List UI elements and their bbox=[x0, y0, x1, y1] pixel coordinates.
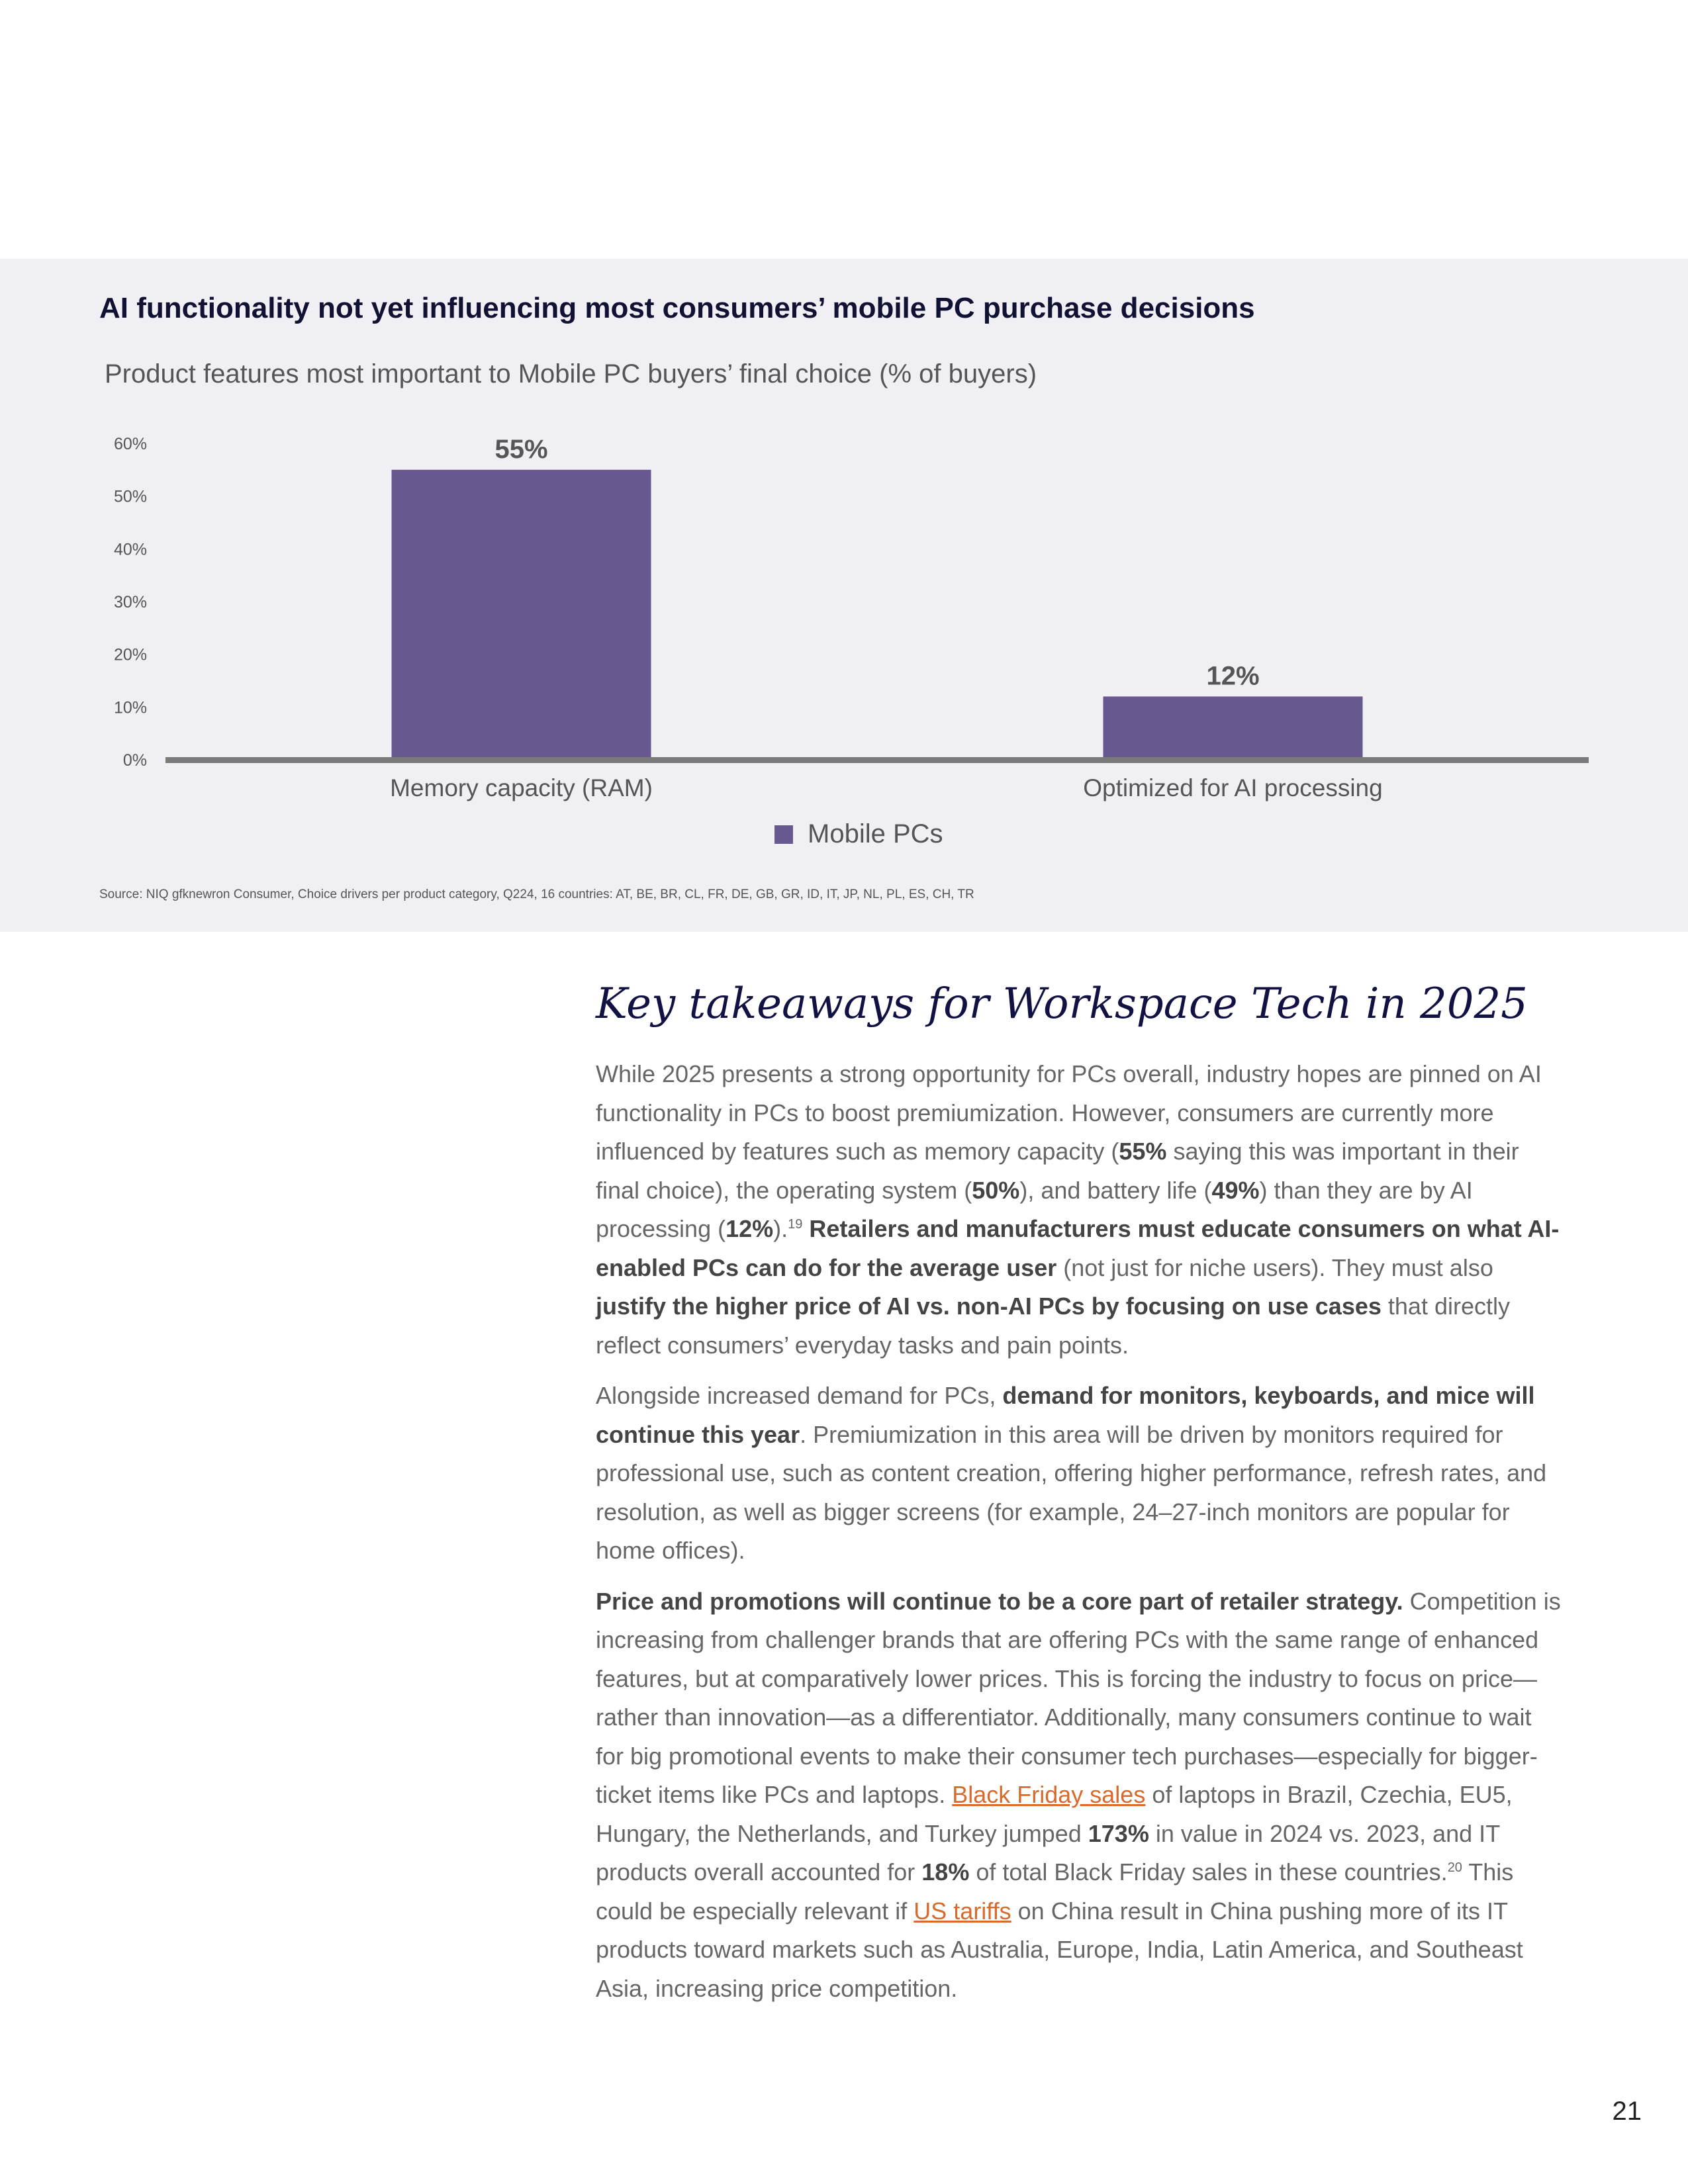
text-run: of total Black Friday sales in these countries. bbox=[969, 1858, 1448, 1886]
bar bbox=[1103, 696, 1363, 760]
takeaways-heading: Key takeaways for Workspace Tech in 2025 bbox=[596, 979, 1528, 1028]
us-tariffs-link[interactable]: US tariffs bbox=[914, 1897, 1011, 1925]
text-run: saying this was important in their final choice), the operating system ( bbox=[596, 1138, 1519, 1204]
text-run: . Premiumization in this area will be driven by monitors required for professional use, such as content creation, offering higher performance, refresh rates, and resolution, as well as bigger screens (for example, 24–27-inch monitors are popular for home offices). bbox=[596, 1420, 1547, 1564]
text-run: (not just for niche users). They must also bbox=[1056, 1253, 1493, 1281]
bar-value-label: 55% bbox=[494, 434, 548, 464]
bar-value-label: 12% bbox=[1206, 661, 1260, 691]
emphasis-educate-consumers: Retailers and manufacturers must educate consumers on what AI-enabled PCs can do for the average user bbox=[596, 1215, 1560, 1281]
text-run: in value in 2024 vs. 2023, and IT products overall accounted for bbox=[596, 1819, 1500, 1886]
text-run: Competition is increasing from challenger brands that are offering PCs with the same range of enhanced features, but at comparatively lower prices. This is forcing the industry to focus on price—rather than innovation—as a differentiator. Additionally, many consumers continue to wait for big promotional events to make their consumer tech purchases—especially for bigger-ticket items like PCs and laptops. bbox=[596, 1587, 1561, 1808]
legend-swatch-mobile-pcs bbox=[774, 825, 793, 844]
text-run: Alongside increased demand for PCs, bbox=[596, 1382, 1003, 1409]
footnote-ref-19: 19 bbox=[788, 1217, 803, 1232]
text-run: that directly reflect consumers’ everyday tasks and pain points. bbox=[596, 1293, 1510, 1359]
page-number: 21 bbox=[1612, 2097, 1642, 2126]
key-takeaways-section bbox=[596, 979, 1562, 2020]
emphasis-justify-price: justify the higher price of AI vs. non-AI PCs by focusing on use cases bbox=[596, 1293, 1382, 1320]
x-category-label: Optimized for AI processing bbox=[1083, 774, 1383, 801]
stat-ai-processing: 12% bbox=[726, 1215, 774, 1242]
x-axis-line bbox=[165, 757, 1589, 763]
takeaways-paragraph-3 bbox=[596, 1582, 1562, 2009]
y-tick-label: 10% bbox=[113, 698, 147, 717]
legend-label-mobile-pcs: Mobile PCs bbox=[808, 819, 943, 848]
footnote-ref-20: 20 bbox=[1447, 1860, 1462, 1875]
takeaways-paragraph-2 bbox=[596, 1377, 1562, 1570]
y-tick-label: 30% bbox=[113, 593, 147, 612]
text-run: ). bbox=[773, 1215, 788, 1242]
stat-memory-capacity: 55% bbox=[1119, 1138, 1167, 1165]
takeaways-paragraph-1 bbox=[596, 1055, 1562, 1365]
chart-subtitle: Product features most important to Mobile PC buyers’ final choice (% of buyers) bbox=[105, 359, 1037, 388]
text-run: ) than they are by AI processing ( bbox=[596, 1176, 1473, 1242]
black-friday-sales-link[interactable]: Black Friday sales bbox=[952, 1781, 1146, 1808]
y-tick-label: 40% bbox=[113, 540, 147, 559]
chart-source-note: Source: NIQ gfknewron Consumer, Choice drivers per product category, Q224, 16 countries: AT, BE, BR, CL, FR, DE, GB, GR, ID, IT, JP, NL, PL, ES, CH, TR bbox=[99, 887, 974, 901]
text-run: of laptops in Brazil, Czechia, EU5, Hungary, the Netherlands, and Turkey jumped bbox=[596, 1781, 1513, 1847]
y-tick-label: 50% bbox=[113, 487, 147, 506]
text-run: on China result in China pushing more of its IT products toward markets such as Australia, Europe, India, Latin America, and Southeast Asia, increasing price competition. bbox=[596, 1897, 1523, 2002]
stat-battery-life: 49% bbox=[1211, 1176, 1260, 1204]
chart-heading: AI functionality not yet influencing most consumers’ mobile PC purchase decisions bbox=[99, 292, 1255, 324]
chart-panel bbox=[0, 259, 1688, 932]
text-run: ), and battery life ( bbox=[1019, 1176, 1212, 1204]
bar bbox=[392, 470, 651, 760]
text-run: While 2025 presents a strong opportunity for PCs overall, industry hopes are pinned on AI functionality in PCs to boost premiumization. However, consumers are currently more influenced by features such as memory capacity ( bbox=[596, 1060, 1542, 1165]
stat-it-share: 18% bbox=[921, 1858, 970, 1886]
chart-legend bbox=[774, 819, 943, 849]
stat-black-friday-growth: 173% bbox=[1088, 1819, 1149, 1847]
emphasis-peripherals-demand: demand for monitors, keyboards, and mice will continue this year bbox=[596, 1382, 1535, 1448]
y-tick-label: 60% bbox=[113, 435, 147, 453]
y-tick-label: 20% bbox=[113, 645, 147, 664]
x-category-label: Memory capacity (RAM) bbox=[390, 774, 653, 801]
stat-operating-system: 50% bbox=[972, 1176, 1020, 1204]
emphasis-price-promotions: Price and promotions will continue to be a core part of retailer strategy. bbox=[596, 1587, 1403, 1615]
text-run: This could be especially relevant if bbox=[596, 1858, 1514, 1925]
y-tick-label: 0% bbox=[122, 751, 147, 770]
